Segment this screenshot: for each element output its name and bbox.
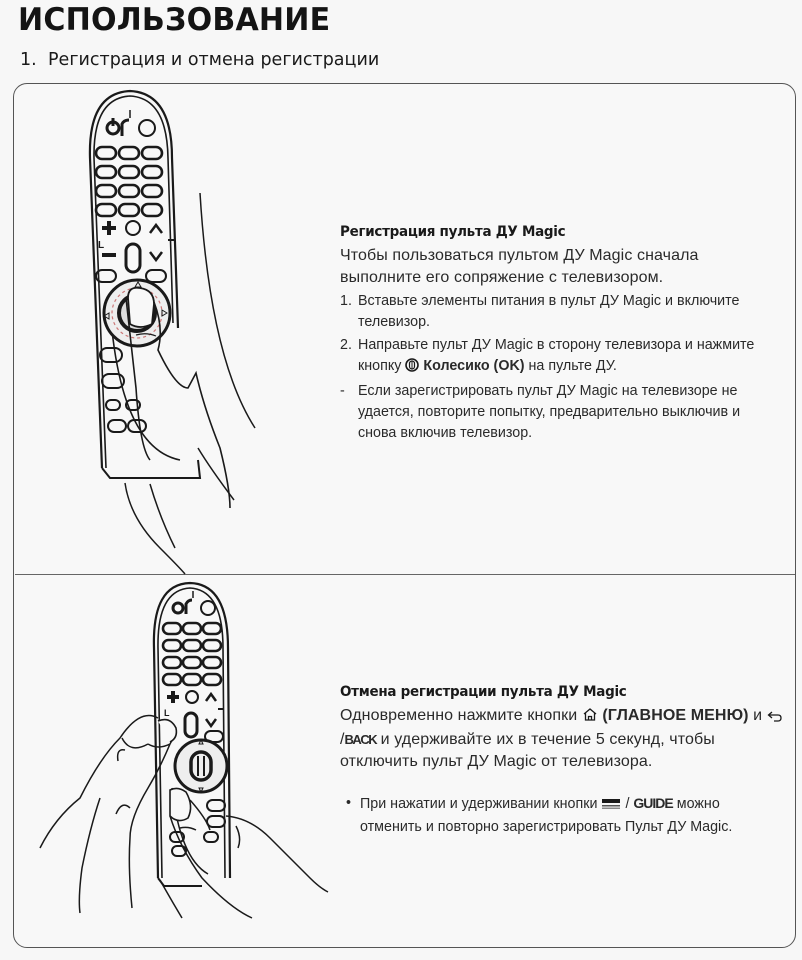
remote-label-left: L [98,240,105,251]
wheel-icon [405,358,419,379]
deregistration-title: Отмена регистрации пульта ДУ Magic [340,684,627,700]
registration-intro: Чтобы пользоваться пультом ДУ Magic сначала выполните его сопряжение с телевизором. [340,247,699,286]
deregistration-block [340,684,785,840]
deregistration-instruction: Одновременно нажмите кнопки (ГЛАВНОЕ МЕНЮ) и /BACK и удерживайте их в течение 5 секунд, чтобы отключить пульт ДУ Magic от телевизора. [340,705,785,773]
power-icon [107,110,130,136]
home-label: (ГЛАВНОЕ МЕНЮ) [602,707,749,724]
guide-icon [601,796,621,817]
deregistration-note: • При нажатии и удерживании кнопки / GUIDE можно отменить и повторно зарегистрировать Пульт ДУ Magic. [346,795,733,835]
back-label: BACK [344,732,377,747]
registration-step-2: 2. Направьте пульт ДУ Magic в сторону телевизора и нажмите кнопку Колесико (OK) на пульте ДУ. [340,335,780,379]
svg-text:L: L [164,708,170,718]
back-arrow-icon [767,707,783,729]
section-title: Регистрация и отмена регистрации [48,50,380,70]
remote-deregistration-illustration [30,578,330,948]
deregistration-notes [340,793,785,838]
registration-title: Регистрация пульта ДУ Magic [340,224,566,240]
remote-registration-illustration [80,88,280,578]
wheel-ok-label: Колесико (OK) [423,358,525,374]
registration-step-1: 1. Вставьте элементы питания в пульт ДУ Magic и включите телевизор. [340,293,740,330]
registration-steps [340,291,780,444]
page-title: ИСПОЛЬЗОВАНИЕ [18,2,331,38]
registration-note: - Если зарегистрировать пульт ДУ Magic на телевизоре не удается, повторите попытку, предварительно выключив и снова включив телевизор. [340,383,741,441]
section-number: 1. [20,50,37,70]
section-heading [20,50,379,70]
home-icon [582,707,598,729]
guide-label: GUIDE [633,795,673,811]
registration-block [340,224,780,446]
